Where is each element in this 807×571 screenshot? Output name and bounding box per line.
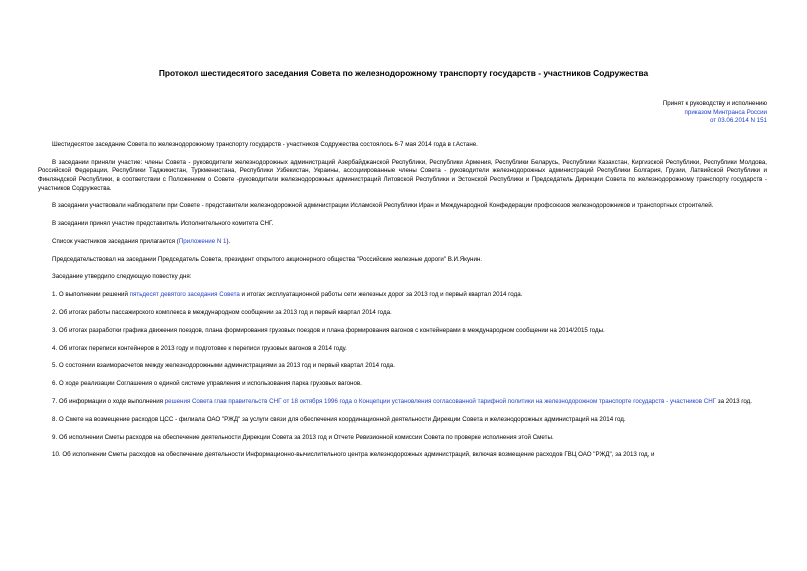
agenda-item — [38, 398, 767, 407]
document-body — [38, 141, 767, 469]
document-title: Протокол шестидесятого заседания Совета по железнодорожному транспорту государств - участников Содружества — [158, 68, 649, 78]
paragraph: В заседании приняли участие: члены Совета - руководители железнодорожных администраций Азербайджанской Республики, Республики Армения, Республики Беларусь, Республики Казахстан, Киргизской Республики, Республики Молдова, Российской Федерации, Республики Таджикистан, Туркменистана, Республики Узбекистан, Украины, ассоциированные члены Совета - руководители железнодорожных администраций Республики Болгария, Грузии, Латвийской Республики и Финляндской Республики, в соответствии с Положением о Совете -руководители железнодорожных администраций Литовской Республики и Эстонской Республики и Председатель Дирекции Совета по железнодорожному транспорту государств - участников Содружества. — [38, 158, 767, 192]
approval-line: Принят к руководству и исполнению — [662, 100, 767, 107]
paragraph: Заседание утвердило следующую повестку дня: — [52, 273, 192, 281]
text-span: Список участников заседания прилагается ( — [52, 237, 179, 245]
paragraph: В заседании участвовали наблюдатели при Совете - представители железнодорожной администрации Исламской Республики Иран и Международной Конфедерации профсоюзов железнодорожников и транспортных строителей. — [52, 202, 714, 210]
agenda-item: 10. Об исполнении Сметы расходов на обеспечение деятельности Информационно-вычислительного центра железнодорожных администраций, включая возмещение расходов ГВЦ ОАО "РЖД", за 2013 год, и — [52, 451, 655, 459]
paragraph: В заседании принял участие представитель Исполнительного комитета СНГ. — [52, 220, 274, 228]
paragraph — [38, 238, 767, 247]
agenda-item — [38, 291, 767, 300]
paragraph: Председательствовал на заседании Председатель Совета, президент открытого акционерного общества "Российские железные дороги" В.И.Якунин. — [52, 255, 483, 263]
agenda-item: 3. Об итогах разработки графика движения поездов, плана формирования грузовых поездов и плана формирования вагонов с контейнерами в международном сообщении на 2014/2015 годы. — [52, 326, 605, 334]
agenda-item: 2. Об итогах работы пассажирского комплекса в международном сообщении за 2013 год и первый квартал 2014 года. — [52, 309, 392, 317]
session-link[interactable]: пятьдесят девятого заседания Совета — [129, 291, 240, 299]
paragraph: Шестидесятое заседание Совета по железнодорожному транспорту государств - участников Содружества состоялось 6-7 мая 2014 года в г.Астане. — [52, 141, 478, 148]
order-date-link[interactable]: от 03.06.2014 N 151 — [709, 117, 767, 125]
text-span: и итогах эксплуатационной работы сети железных дорог за 2013 год и первый квартал 2014 года. — [239, 291, 523, 299]
text-span: за 2013 год. — [716, 397, 753, 405]
text-span: ). — [226, 237, 231, 245]
appendix-link[interactable]: Приложение N 1 — [178, 237, 227, 245]
agenda-item: 8. О Смете на возмещение расходов ЦСС - филиала ОАО "РЖД" за услуги связи для обеспечения координационной деятельности Дирекции Совета и железнодорожных администраций на 2014 год. — [52, 415, 626, 423]
decision-link[interactable]: решения Совета глав правительств СНГ от 18 октября 1996 года о Концепции установления согласованной тарифной политики на железнодорожном транспорте государств - участников СНГ — [164, 397, 717, 405]
agenda-item: 6. О ходе реализации Соглашения о единой системе управления и использования парка грузовых вагонов. — [52, 380, 362, 388]
agenda-item: 4. Об итогах переписи контейнеров в 2013 году и подготовке к переписи грузовых вагонов в 2014 году. — [52, 344, 347, 352]
approval-block — [663, 100, 767, 126]
agenda-item: 5. О состоянии взаиморасчетов между железнодорожными администрациями за 2013 год и первый квартал 2014 года. — [52, 362, 395, 370]
text-span: 1. О выполнении решений — [52, 291, 130, 299]
order-link[interactable]: приказом Минтранса России — [684, 108, 767, 116]
text-span: 7. Об информации о ходе выполнения — [52, 397, 165, 405]
agenda-item: 9. Об исполнении Сметы расходов на обеспечение деятельности Дирекции Совета за 2013 год и Отчете Ревизионной комиссии Совета по проверке исполнения этой Сметы. — [52, 433, 554, 441]
